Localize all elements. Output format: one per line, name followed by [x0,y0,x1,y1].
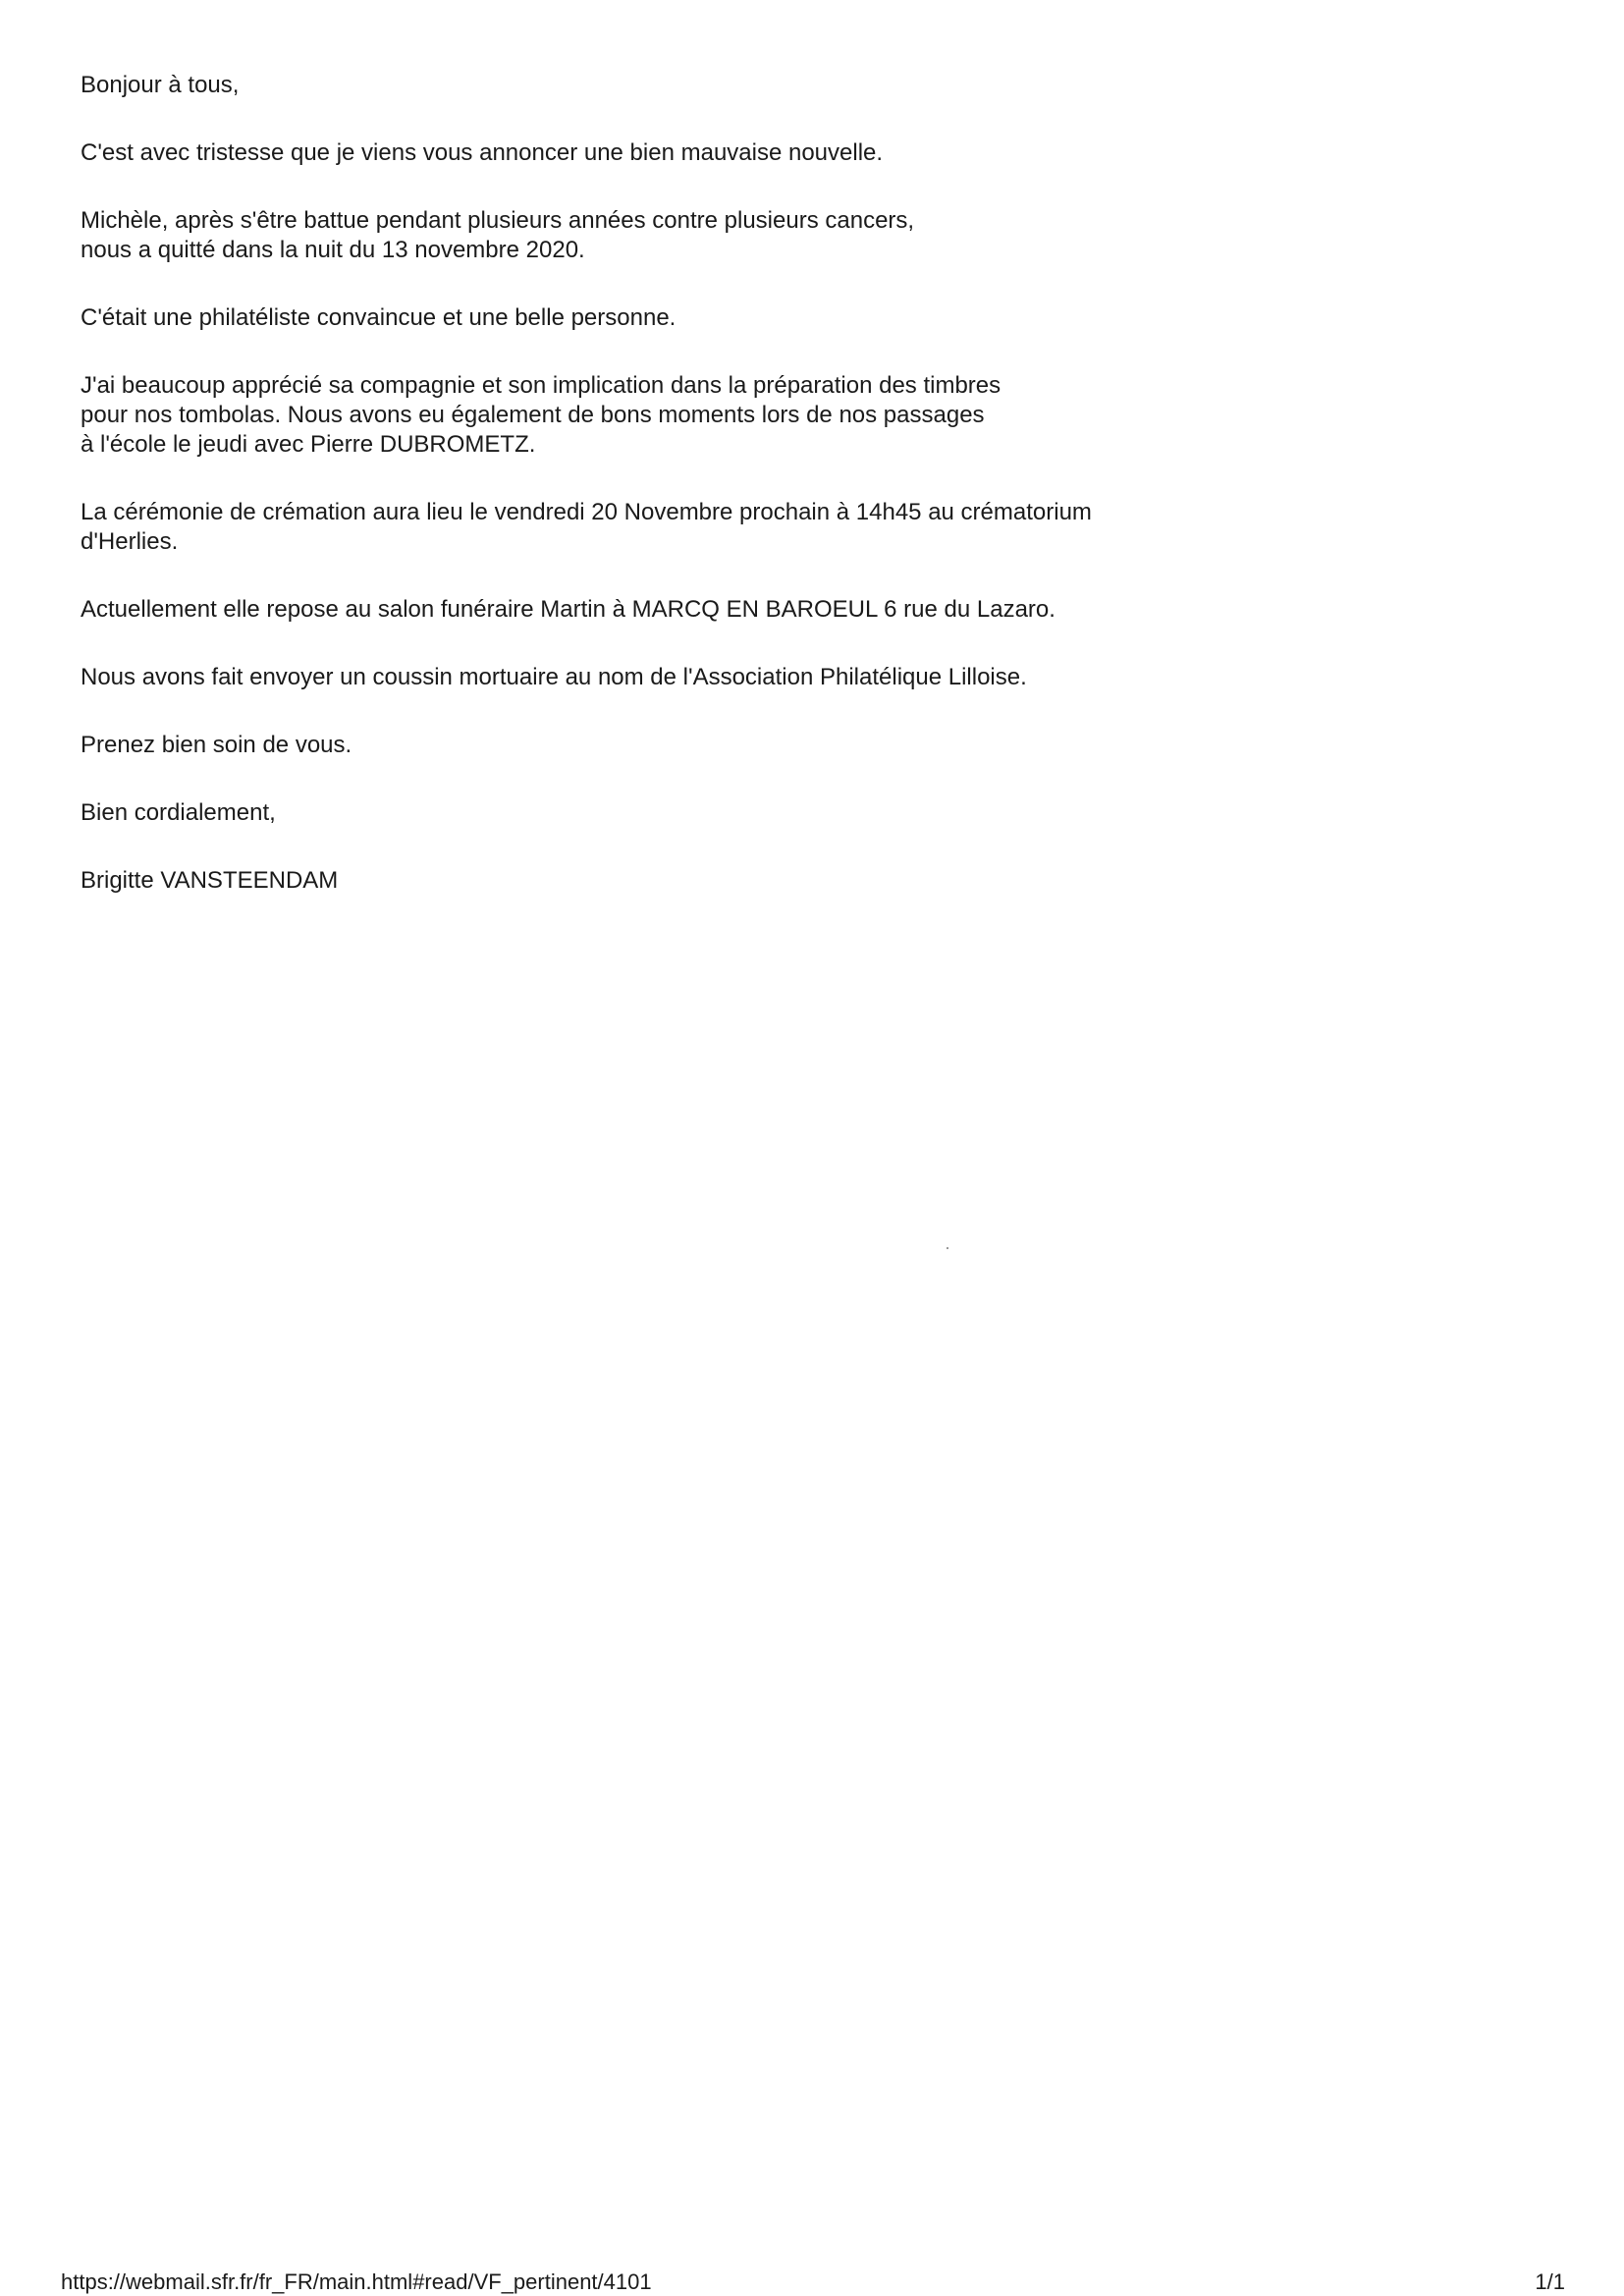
signature: Brigitte VANSTEENDAM [81,867,339,894]
paragraph-memories: J'ai beaucoup apprécié sa compagnie et son implication dans la préparation des timbres pour nos tombolas. Nous avons eu également de bons moments lors de nos passages à l'école le jeudi avec Pierre DUBROMETZ. [81,372,1001,458]
paragraph-take-care: Prenez bien soin de vous. [81,732,352,758]
paragraph-cushion: Nous avons fait envoyer un coussin mortuaire au nom de l'Association Philatélique Lilloise. [81,664,1027,690]
paragraph-announcement: C'est avec tristesse que je viens vous annoncer une bien mauvaise nouvelle. [81,139,884,166]
footer-url: https://webmail.sfr.fr/fr_FR/main.html#read/VF_pertinent/4101 [61,2269,652,2294]
letter-body [81,71,1259,934]
paragraph-tribute: C'était une philatéliste convaincue et une belle personne. [81,304,677,331]
paragraph-passing: Michèle, après s'être battue pendant plusieurs années contre plusieurs cancers, nous a quitté dans la nuit du 13 novembre 2020. [81,207,915,263]
greeting: Bonjour à tous, [81,72,240,98]
paragraph-funeral-home: Actuellement elle repose au salon funéraire Martin à MARCQ EN BAROEUL 6 rue du Lazaro. [81,596,1056,623]
closing: Bien cordialement, [81,799,276,826]
paragraph-ceremony: La cérémonie de crémation aura lieu le vendredi 20 Novembre prochain à 14h45 au crématorium d'Herlies. [81,499,1092,555]
scan-speck [947,1247,948,1249]
page-number: 1/1 [1535,2269,1565,2294]
